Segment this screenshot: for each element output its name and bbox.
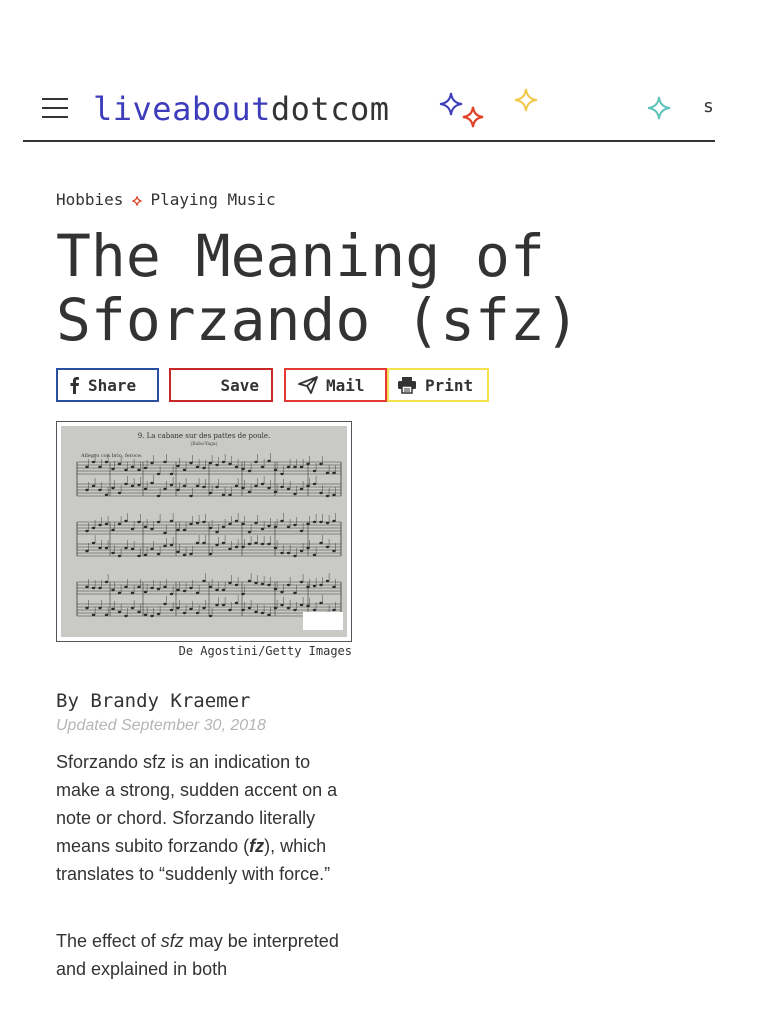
music-note: [137, 521, 140, 523]
p1-text-c: ), which translates to “suddenly with force.”: [56, 836, 331, 884]
music-note: [98, 524, 101, 526]
music-note: [144, 614, 147, 616]
music-note: [189, 587, 192, 589]
music-note: [124, 547, 127, 549]
music-note: [137, 611, 140, 613]
music-note: [274, 526, 277, 528]
music-note: [267, 584, 270, 586]
music-note: [170, 520, 173, 522]
music-note: [183, 529, 186, 531]
music-note: [228, 463, 231, 465]
save-button-label: Save: [220, 375, 259, 395]
sparkle-yellow-icon: [514, 88, 538, 112]
music-note: [118, 492, 121, 494]
music-note: [144, 591, 147, 593]
music-note: [228, 494, 231, 496]
music-note: [92, 587, 95, 589]
breadcrumb-item-hobbies[interactable]: Hobbies: [56, 190, 124, 209]
music-note: [326, 546, 329, 548]
music-note: [215, 604, 218, 606]
music-note: [300, 488, 303, 490]
music-note: [98, 607, 101, 609]
music-note: [332, 609, 335, 611]
music-note: [215, 464, 218, 466]
music-note: [150, 615, 153, 617]
p2-text-a: The effect of: [56, 931, 161, 951]
music-note: [287, 552, 290, 554]
music-note: [241, 487, 244, 489]
music-note: [98, 489, 101, 491]
music-note: [274, 469, 277, 471]
music-note: [222, 542, 225, 544]
share-button[interactable]: [56, 368, 159, 402]
music-note: [144, 488, 147, 490]
music-note: [111, 608, 114, 610]
sparkle-red-icon: [462, 106, 484, 128]
music-note: [222, 526, 225, 528]
music-note: [85, 466, 88, 468]
music-note: [157, 521, 160, 523]
article-paragraph-1: [56, 748, 356, 888]
music-note: [176, 489, 179, 491]
music-note: [254, 542, 257, 544]
music-note: [274, 588, 277, 590]
music-note: [202, 467, 205, 469]
music-note: [313, 554, 316, 556]
music-note: [293, 493, 296, 495]
breadcrumb-item-playing-music[interactable]: Playing Music: [150, 190, 276, 209]
updated-date: Updated September 30, 2018: [56, 717, 266, 734]
music-note: [248, 470, 251, 472]
music-note: [280, 552, 283, 554]
music-note: [228, 548, 231, 550]
music-note: [131, 528, 134, 530]
music-note: [248, 543, 251, 545]
music-note: [215, 486, 218, 488]
music-note: [196, 612, 199, 614]
music-note: [163, 488, 166, 490]
p1-text-fz: fz: [249, 836, 265, 856]
music-note: [280, 486, 283, 488]
music-note: [98, 547, 101, 549]
music-note: [274, 491, 277, 493]
music-note: [228, 523, 231, 525]
site-logo[interactable]: [93, 90, 389, 128]
music-note: [222, 494, 225, 496]
music-note: [189, 523, 192, 525]
music-note: [124, 615, 127, 617]
menu-icon[interactable]: [42, 98, 68, 118]
music-note: [124, 520, 127, 522]
music-note: [235, 485, 238, 487]
music-note: [306, 523, 309, 525]
music-note: [254, 611, 257, 613]
music-note: [111, 468, 114, 470]
logo-part-dotcom: dotcom: [270, 90, 390, 128]
music-note: [261, 528, 264, 530]
p2-text-c: may be interpreted and explained in both: [56, 931, 339, 979]
music-note: [241, 609, 244, 611]
music-note: [98, 587, 101, 589]
printer-icon: [397, 376, 417, 394]
facebook-icon: [68, 376, 80, 394]
music-note: [326, 495, 329, 497]
music-note: [293, 609, 296, 611]
music-note: [215, 589, 218, 591]
save-button[interactable]: [169, 368, 273, 402]
music-note: [241, 593, 244, 595]
music-note: [313, 470, 316, 472]
score-tempo: Allegro con brio, feroce.: [81, 453, 143, 459]
music-note: [111, 529, 114, 531]
music-note: [202, 486, 205, 488]
page-title: The Meaning of Sforzando (sfz): [56, 222, 580, 354]
music-note: [261, 583, 264, 585]
music-note: [92, 614, 95, 616]
music-note: [118, 463, 121, 465]
music-note: [176, 551, 179, 553]
music-note: [313, 585, 316, 587]
music-note: [85, 489, 88, 491]
music-note: [319, 463, 322, 465]
article-image: [56, 421, 352, 642]
music-note: [176, 589, 179, 591]
music-note: [261, 543, 264, 545]
music-note: [150, 462, 153, 464]
music-note: [92, 527, 95, 529]
music-note: [189, 462, 192, 464]
music-note: [131, 466, 134, 468]
music-note: [332, 520, 335, 522]
music-note: [137, 469, 140, 471]
music-note: [131, 485, 134, 487]
music-note: [209, 527, 212, 529]
music-note: [248, 531, 251, 533]
music-note: [163, 603, 166, 605]
music-note: [287, 607, 290, 609]
music-note: [202, 542, 205, 544]
music-note: [157, 588, 160, 590]
music-note: [189, 553, 192, 555]
music-note: [189, 608, 192, 610]
music-note: [202, 521, 205, 523]
music-note: [267, 543, 270, 545]
music-note: [170, 484, 173, 486]
music-note: [118, 611, 121, 613]
music-note: [163, 545, 166, 547]
music-note: [287, 466, 290, 468]
music-note: [105, 614, 108, 616]
breadcrumb-separator-icon: [132, 196, 142, 206]
music-note: [183, 590, 186, 592]
p2-text-sfz: sfz: [160, 931, 184, 951]
mail-button[interactable]: [284, 368, 387, 402]
image-credit: De Agostini/Getty Images: [178, 644, 352, 658]
music-note: [280, 591, 283, 593]
music-note: [319, 521, 322, 523]
music-note: [157, 473, 160, 475]
music-note: [300, 550, 303, 552]
print-button-label: Print: [425, 375, 474, 395]
music-note: [209, 553, 212, 555]
music-note: [241, 523, 244, 525]
music-note: [157, 553, 160, 555]
music-note: [306, 463, 309, 465]
breadcrumb: [56, 190, 276, 209]
music-note: [300, 466, 303, 468]
music-note: [300, 581, 303, 583]
music-note: [313, 483, 316, 485]
music-note: [235, 602, 238, 604]
music-note: [254, 461, 257, 463]
music-note: [280, 604, 283, 606]
music-note: [261, 483, 264, 485]
music-note: [105, 581, 108, 583]
music-note: [332, 586, 335, 588]
music-note: [326, 472, 329, 474]
music-note: [98, 466, 101, 468]
music-note: [254, 522, 257, 524]
music-note: [306, 586, 309, 588]
music-note: [196, 592, 199, 594]
music-note: [300, 530, 303, 532]
music-note: [248, 491, 251, 493]
music-note: [176, 465, 179, 467]
author-byline[interactable]: By Brandy Kraemer: [56, 690, 251, 712]
music-note: [254, 582, 257, 584]
music-note: [105, 523, 108, 525]
music-note: [118, 555, 121, 557]
sparkle-teal-icon: [647, 96, 671, 120]
music-note: [209, 492, 212, 494]
music-note: [118, 592, 121, 594]
music-note: [241, 468, 244, 470]
music-note: [293, 555, 296, 557]
music-note: [144, 554, 147, 556]
music-note: [293, 524, 296, 526]
music-note: [157, 613, 160, 615]
music-note: [157, 495, 160, 497]
music-note: [326, 580, 329, 582]
music-note: [319, 492, 322, 494]
music-note: [183, 612, 186, 614]
music-note: [85, 550, 88, 552]
music-note: [144, 526, 147, 528]
music-note: [118, 523, 121, 525]
music-note: [222, 589, 225, 591]
music-note: [170, 593, 173, 595]
music-note: [202, 580, 205, 582]
music-note: [92, 542, 95, 544]
music-note: [131, 607, 134, 609]
music-note: [189, 495, 192, 497]
music-note: [274, 607, 277, 609]
music-note: [85, 530, 88, 532]
music-note: [124, 483, 127, 485]
music-note: [306, 485, 309, 487]
music-note: [150, 482, 153, 484]
music-note: [280, 520, 283, 522]
music-note: [209, 586, 212, 588]
music-note: [267, 614, 270, 616]
music-note: [228, 582, 231, 584]
music-note: [170, 473, 173, 475]
music-note: [124, 586, 127, 588]
music-note: [176, 529, 179, 531]
score-heading: 9. La cabane sur des pattes de poule.: [137, 432, 271, 440]
music-note: [332, 550, 335, 552]
music-note: [222, 461, 225, 463]
image-overlay-patch: [303, 612, 343, 630]
music-note: [280, 473, 283, 475]
music-note: [215, 544, 218, 546]
music-note: [261, 612, 264, 614]
music-note: [235, 584, 238, 586]
music-note: [144, 467, 147, 469]
logo-part-live-about: liveabout: [93, 90, 271, 128]
music-note: [163, 461, 166, 463]
music-note: [131, 592, 134, 594]
music-note: [332, 472, 335, 474]
music-note: [150, 548, 153, 550]
music-note: [150, 587, 153, 589]
music-note: [137, 555, 140, 557]
music-note: [150, 528, 153, 530]
music-note: [313, 521, 316, 523]
music-note: [85, 607, 88, 609]
music-note: [137, 484, 140, 486]
music-note: [274, 547, 277, 549]
music-note: [183, 485, 186, 487]
music-note: [124, 469, 127, 471]
article-paragraph-2: [56, 927, 356, 983]
sheet-music-drawing: [61, 426, 347, 637]
music-note: [131, 548, 134, 550]
share-button-label: Share: [88, 375, 137, 395]
music-note: [332, 494, 335, 496]
music-note: [267, 487, 270, 489]
music-note: [235, 520, 238, 522]
music-note: [222, 604, 225, 606]
music-note: [215, 531, 218, 533]
mail-button-label: Mail: [326, 375, 365, 395]
music-note: [183, 554, 186, 556]
sparkle-blue-icon: [439, 92, 463, 116]
music-note: [163, 532, 166, 534]
music-note: [313, 609, 316, 611]
music-note: [105, 461, 108, 463]
print-button[interactable]: [387, 368, 489, 402]
music-note: [319, 584, 322, 586]
music-note: [300, 604, 303, 606]
music-note: [196, 542, 199, 544]
music-note: [111, 487, 114, 489]
music-note: [137, 586, 140, 588]
music-note: [241, 546, 244, 548]
music-note: [196, 522, 199, 524]
music-note: [248, 580, 251, 582]
music-note: [92, 485, 95, 487]
music-note: [202, 607, 205, 609]
music-note: [293, 466, 296, 468]
music-note: [235, 466, 238, 468]
music-note: [111, 589, 114, 591]
send-icon: [298, 376, 318, 394]
music-note: [267, 460, 270, 462]
music-note: [92, 461, 95, 463]
music-note: [306, 547, 309, 549]
site-header: [23, 78, 715, 142]
music-note: [163, 586, 166, 588]
music-note: [170, 609, 173, 611]
score-subheading: (Baba-Yaga): [190, 442, 218, 447]
music-note: [287, 488, 290, 490]
music-note: [261, 466, 264, 468]
music-note: [248, 607, 251, 609]
music-note: [183, 469, 186, 471]
music-note: [111, 552, 114, 554]
music-note: [196, 485, 199, 487]
music-note: [287, 526, 290, 528]
music-note: [228, 609, 231, 611]
music-note: [209, 615, 212, 617]
music-note: [319, 542, 322, 544]
music-note: [326, 522, 329, 524]
p1-text-a: Sforzando sfz is an indication to make a strong, sudden accent on a note or chord. Sforzando literally means subito forzando (: [56, 752, 338, 856]
music-note: [267, 525, 270, 527]
music-note: [306, 605, 309, 607]
search-label[interactable]: s: [703, 96, 714, 117]
music-note: [209, 462, 212, 464]
music-note: [170, 544, 173, 546]
music-note: [196, 466, 199, 468]
music-note: [293, 592, 296, 594]
music-note: [105, 547, 108, 549]
music-note: [105, 494, 108, 496]
music-note: [254, 485, 257, 487]
sheet-music-image: [61, 426, 347, 637]
music-note: [287, 584, 290, 586]
music-note: [176, 607, 179, 609]
music-note: [85, 586, 88, 588]
music-note: [235, 546, 238, 548]
music-note: [319, 602, 322, 604]
